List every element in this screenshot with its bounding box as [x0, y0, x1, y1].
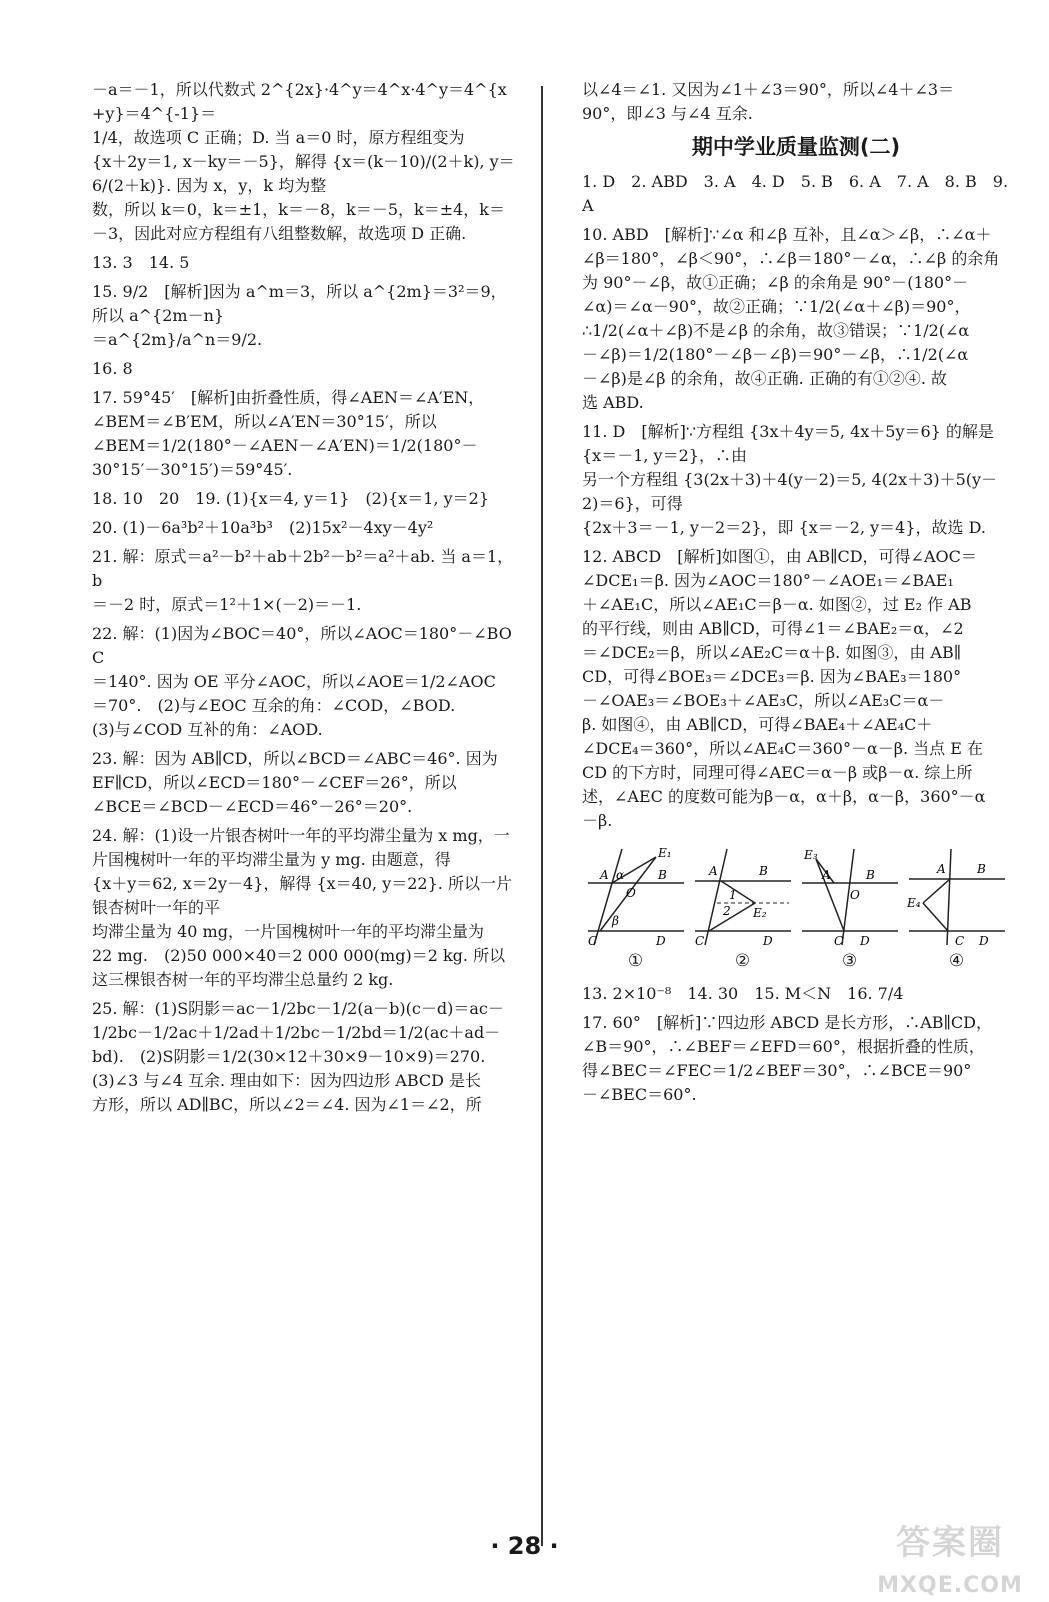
- text-line: 的平行线，则由 AB∥CD，可得∠1＝∠BAE₂＝α，∠2: [582, 618, 964, 638]
- text-line: 17. 60° [解析]∵四边形 ABCD 是长方形，∴AB∥CD，: [582, 1013, 993, 1032]
- text-line: ∠BEM＝∠B′EM，所以∠A′EN＝30°15′，所以: [92, 412, 437, 431]
- text-line: 15. 9/2 [解析]因为 a^m＝3，所以 a^{2m}＝3²＝9，所以 a^{2m－n}: [92, 282, 507, 325]
- text-line: －β.: [582, 810, 613, 830]
- text-line: 23. 解：因为 AB∥CD，所以∠BCD＝∠ABC＝46°. 因为: [92, 749, 498, 768]
- text-line: 1/4，故选项 C 正确；D. 当 a＝0 时，原方程组变为: [92, 128, 465, 147]
- text-line: 选 ABD.: [582, 392, 644, 412]
- text-line: －a＝－1，所以代数式 2^{2x}·4^y＝4^x·4^y＝4^{x+y}＝4^{-1}＝: [92, 80, 507, 123]
- label-2: 2: [722, 903, 731, 918]
- text-line: 1/2bc－1/2ac＋1/2ad＋1/2bc－1/2bd＝1/2(ac＋ad－: [92, 1023, 501, 1042]
- answer-continued-12: [92, 78, 520, 246]
- text-line: －3，因此对应方程组有八组整数解，故选项 D 正确.: [92, 224, 467, 243]
- answer-17: [582, 1011, 1010, 1107]
- label-b: B: [758, 863, 768, 878]
- answer-10: [582, 223, 1010, 415]
- answer-24: [92, 824, 520, 992]
- figure-label: ①: [627, 950, 644, 971]
- text-line: ∠DCE₁＝β. 因为∠AOC＝180°－∠AOE₁＝∠BAE₁: [582, 570, 954, 590]
- segment-ec: [709, 903, 755, 931]
- text-line: ∠BCE＝∠BCD－∠ECD＝46°－26°＝20°.: [92, 797, 413, 816]
- figure-1-diagram: [586, 847, 686, 947]
- label-c: C: [954, 933, 964, 947]
- text-line: 22 mg. (2)50 000×40＝2 000 000(mg)＝2 kg. 所以: [92, 946, 506, 965]
- label-d: D: [655, 933, 666, 947]
- watermark-logo: [865, 1518, 1035, 1598]
- text-line: 16. 8: [92, 359, 133, 378]
- answer-13-14: [92, 251, 520, 275]
- text-line: 数，所以 k＝0，k＝±1，k＝－8，k＝－5，k＝±4，k＝: [92, 200, 505, 219]
- label-beta: β: [611, 913, 619, 928]
- answer-23: [92, 747, 520, 819]
- answer-20: [92, 516, 520, 540]
- text-line: －∠β)是∠β 的余角，故④正确. 正确的有①②④. 故: [582, 368, 947, 388]
- figure-2-diagram: [693, 847, 793, 947]
- text-line: 1. D 2. ABD 3. A 4. D 5. B 6. A 7. A 8. B 9. A: [582, 171, 1009, 215]
- text-line: β. 如图④，由 AB∥CD，可得∠BAE₄＋∠AE₄C＋: [582, 714, 933, 734]
- segment-ec: [923, 903, 948, 931]
- figure-label: ②: [734, 950, 751, 971]
- text-line: ∠DCE₄＝360°，所以∠AE₄C＝360°－α－β. 当点 E 在: [582, 738, 984, 758]
- text-line: ∠BEM＝1/2(180°－∠AEN－∠A′EN)＝1/2(180°－: [92, 436, 478, 455]
- left-column: [92, 78, 520, 1122]
- text-line: 13. 3 14. 5: [92, 253, 190, 272]
- text-line: 30°15′－30°15′)＝59°45′.: [92, 460, 293, 479]
- label-c: C: [833, 933, 843, 947]
- text-line: 这三棵银杏树一年的平均滞尘总量约 2 kg.: [92, 970, 394, 989]
- text-line: ∠α)＝∠α－90°，故②正确；∵1/2(∠α＋∠β)＝90°，: [582, 296, 971, 316]
- text-line: ∴1/2(∠α＋∠β)不是∠β 的余角，故③错误；∵1/2(∠α: [582, 320, 970, 340]
- segment-ae: [721, 881, 755, 903]
- text-line: －∠BEC＝60°.: [582, 1085, 697, 1104]
- text-line: －∠OAE₃＝∠BOE₃＋∠AE₃C，所以∠AE₃C＝α－: [582, 690, 945, 710]
- label-o: O: [625, 885, 636, 900]
- figure-4: [907, 847, 1007, 975]
- label-e: E₄: [906, 895, 921, 910]
- answer-13-16: [582, 982, 1010, 1006]
- text-line: 为 90°－∠β，故①正确；∠β 的余角是 90°－(180°－: [582, 272, 969, 292]
- text-line: bd). (2)S阴影＝1/2(30×12＋30×9－10×9)＝270.: [92, 1047, 486, 1066]
- text-line: －∠β)＝1/2(180°－∠β－∠β)＝90°－∠β，∴1/2(∠α: [582, 344, 969, 364]
- label-e: E₁: [657, 846, 672, 860]
- figure-4-diagram: [907, 847, 1007, 947]
- text-line: 18. 10 20 19. (1){x＝4, y＝1} (2){x＝1, y＝2}: [92, 489, 490, 508]
- segment-ae: [923, 879, 950, 903]
- text-line: 以∠4＝∠1. 又因为∠1＋∠3＝90°，所以∠4＋∠3＝: [582, 80, 955, 99]
- text-line: 另一个方程组 {3(2x＋3)＋4(y－2)＝5, 4(2x＋3)＋5(y－2)＝6}，可得: [582, 469, 998, 513]
- label-c: C: [694, 933, 704, 947]
- figure-3-diagram: [800, 847, 900, 947]
- section-title: 期中学业质量监测(二): [691, 135, 901, 159]
- text-line: ∠β＝180°，∠β＜90°，∴∠β＝180°－∠α，∴∠β 的余角: [582, 248, 1000, 268]
- answer-15: [92, 280, 520, 352]
- text-line: ＝－2 时，原式＝1²＋1×(－2)＝－1.: [92, 595, 362, 614]
- figure-label: ③: [841, 950, 858, 971]
- geometry-figures: [582, 847, 1010, 975]
- text-line: CD 的下方时，同理可得∠AEC＝α－β 或β－α. 综上所: [582, 762, 973, 782]
- label-c: C: [587, 933, 597, 947]
- text-line: 13. 2×10⁻⁸ 14. 30 15. M＜N 16. 7/4: [582, 984, 904, 1003]
- right-column: [582, 78, 1010, 1112]
- text-line: 21. 解：原式＝a²－b²＋ab＋2b²－b²＝a²＋ab. 当 a＝1，b: [92, 547, 514, 590]
- text-line: 25. 解：(1)S阴影＝ac－1/2bc－1/2(a－b)(c－d)＝ac－: [92, 999, 504, 1018]
- text-line: CD，可得∠BOE₃＝∠DCE₃＝β. 因为∠BAE₃＝180°: [582, 666, 962, 686]
- text-line: 24. 解：(1)设一片银杏树叶一年的平均滞尘量为 x mg，一: [92, 826, 510, 845]
- label-d: D: [762, 933, 773, 947]
- text-line: 22. 解：(1)因为∠BOC＝40°，所以∠AOC＝180°－∠BOC: [92, 624, 512, 667]
- label-a: A: [936, 861, 946, 876]
- label-e: E₃: [803, 847, 818, 862]
- figure-3: [800, 847, 900, 975]
- label-e: E₂: [752, 905, 767, 920]
- answer-11: [582, 420, 1010, 540]
- text-line: {x＋y＝62, x＝2y－4}，解得 {x＝40, y＝22}. 所以一片银杏树叶一年的平: [92, 874, 512, 917]
- text-line: 17. 59°45′ [解析]由折叠性质，得∠AEN＝∠A′EN，: [92, 388, 485, 407]
- answer-21: [92, 545, 520, 617]
- text-line: 述，∠AEC 的度数可能为β－α，α＋β，α－β，360°－α: [582, 786, 986, 806]
- label-o: O: [849, 887, 860, 902]
- label-d: D: [978, 933, 989, 947]
- column-divider: [541, 86, 543, 1546]
- label-b: B: [865, 867, 875, 882]
- label-1: 1: [728, 887, 737, 902]
- text-line: 11. D [解析]∵方程组 {3x＋4y＝5, 4x＋5y＝6} 的解是 {x＝－1, y＝2}，∴由: [582, 421, 994, 465]
- text-line: EF∥CD，所以∠ECD＝180°－∠CEF＝26°，所以: [92, 773, 457, 792]
- figure-label: ④: [948, 950, 965, 971]
- text-line: 得∠BEC＝∠FEC＝1/2∠BEF＝30°，∴∠BCE＝90°: [582, 1061, 972, 1080]
- page-number: · 28 ·: [490, 1532, 559, 1560]
- text-line: 10. ABD [解析]∵∠α 和∠β 互补，且∠α＞∠β，∴∠α＋: [582, 224, 992, 244]
- text-line: 12. ABCD [解析]如图①，由 AB∥CD，可得∠AOC＝: [582, 546, 977, 566]
- text-line: (3)与∠COD 互补的角：∠AOD.: [92, 720, 323, 739]
- label-alpha: α: [615, 867, 624, 882]
- text-line: ＝70°. (2)与∠EOC 互余的角：∠COD，∠BOD.: [92, 696, 456, 715]
- label-a: A: [708, 863, 718, 878]
- text-line: ∠B＝90°，∴∠BEF＝∠EFD＝60°，根据折叠的性质，: [582, 1037, 985, 1056]
- text-line: 方形，所以 AD∥BC，所以∠2＝∠4. 因为∠1＝∠2，所: [92, 1095, 482, 1114]
- watermark-top: 答案圈: [896, 1523, 1004, 1563]
- text-line: 90°，即∠3 与∠4 互余.: [582, 104, 753, 123]
- answer-12: [582, 545, 1010, 833]
- text-line: ＝a^{2m}/a^n＝9/2.: [92, 330, 263, 349]
- text-line: ＝140°. 因为 OE 平分∠AOC，所以∠AOE＝1/2∠AOC: [92, 672, 496, 691]
- answer-1-9: [582, 170, 1010, 218]
- answer-25-continued: [582, 78, 1010, 126]
- label-a: A: [821, 867, 831, 882]
- label-b: B: [976, 861, 986, 876]
- answer-16: [92, 357, 520, 381]
- answer-17: [92, 386, 520, 482]
- figure-2: [693, 847, 793, 975]
- answer-18-19: [92, 487, 520, 511]
- answer-25: [92, 997, 520, 1117]
- label-a: A: [599, 867, 609, 882]
- text-line: (3)∠3 与∠4 互余. 理由如下：因为四边形 ABCD 是长: [92, 1071, 482, 1090]
- label-d: D: [859, 933, 870, 947]
- text-line: ＝∠DCE₂＝β，所以∠AE₂C＝α＋β. 如图③，由 AB∥: [582, 642, 962, 662]
- watermark-bottom: MXQE.COM: [877, 1573, 1023, 1598]
- text-line: 片国槐树叶一年的平均滞尘量为 y mg. 由题意，得: [92, 850, 451, 869]
- text-line: {x＋2y＝1, x－ky＝－5}，解得 {x＝(k－10)/(2＋k), y＝6/(2＋k)}. 因为 x，y，k 均为整: [92, 152, 515, 195]
- text-line: ＋∠AE₁C，所以∠AE₁C＝β－α. 如图②，过 E₂ 作 AB: [582, 594, 972, 614]
- answer-22: [92, 622, 520, 742]
- figure-1: [586, 847, 686, 975]
- label-b: B: [657, 867, 667, 882]
- text-line: {2x＋3＝－1, y－2＝2}，即 {x＝－2, y＝4}，故选 D.: [582, 517, 986, 537]
- text-line: 均滞尘量为 40 mg，一片国槐树叶一年的平均滞尘量为: [92, 922, 484, 941]
- text-line: 20. (1)－6a³b²＋10a³b³ (2)15x²－4xy－4y²: [92, 518, 434, 537]
